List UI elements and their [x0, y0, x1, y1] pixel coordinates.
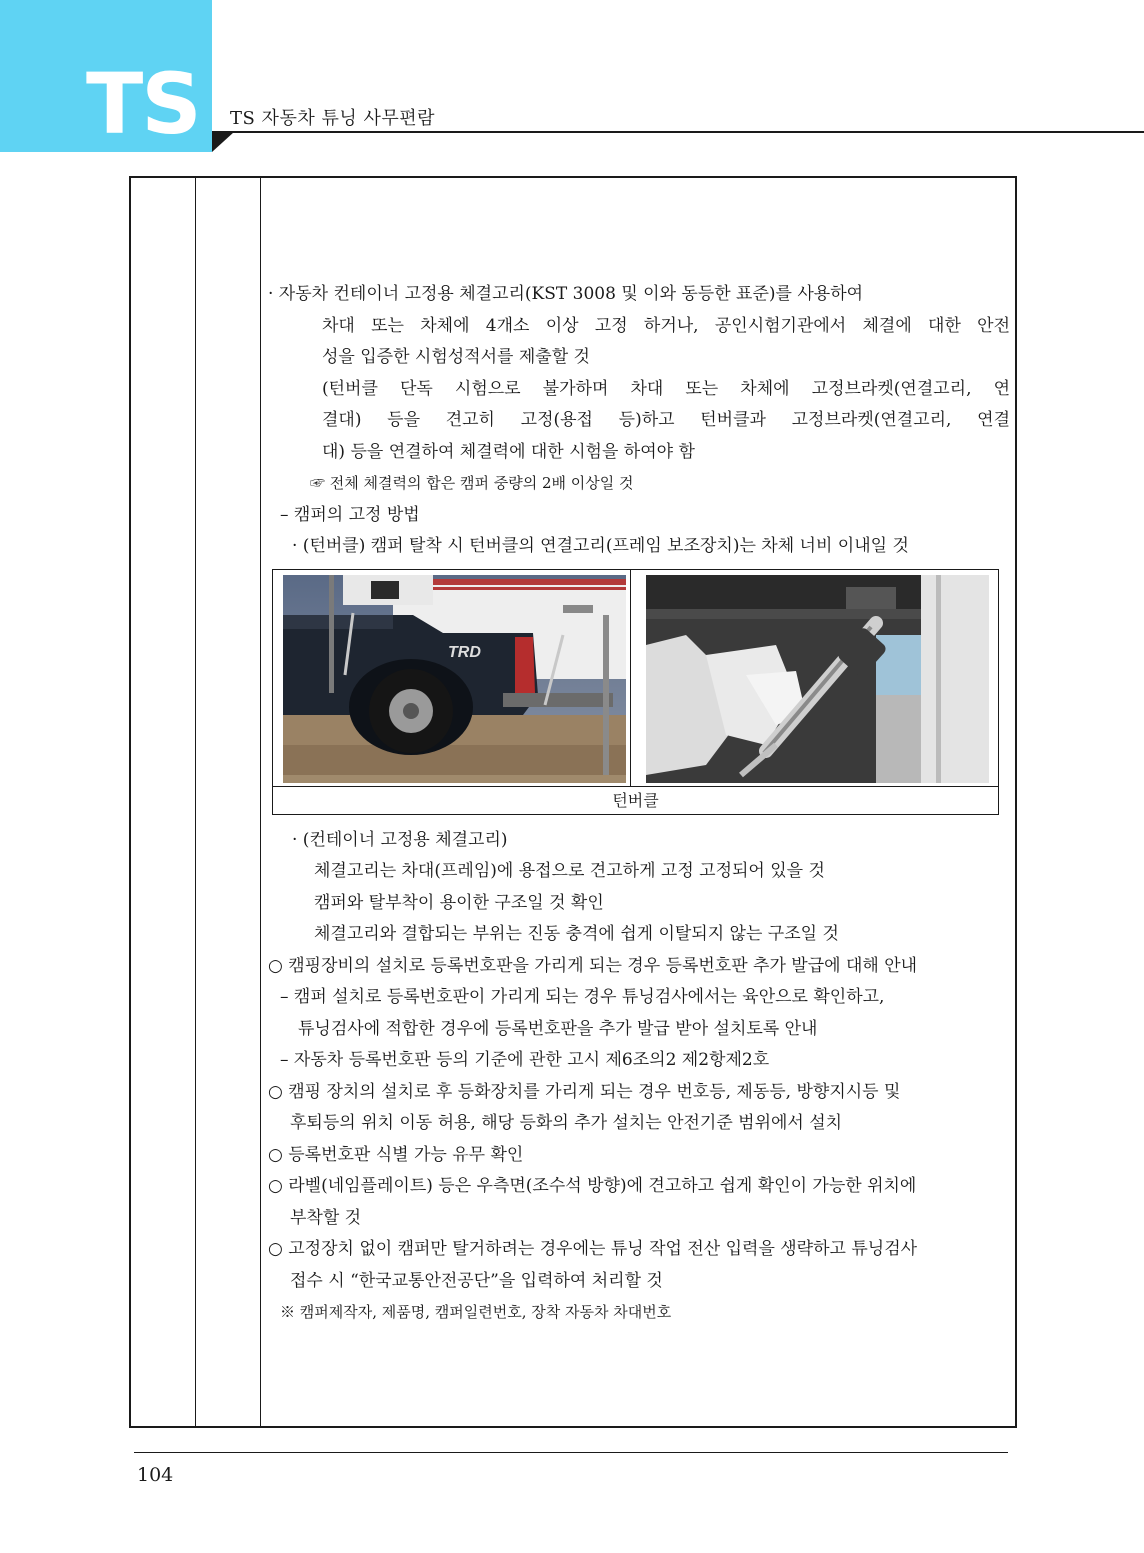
body-line: ○ 캠핑 장치의 설치로 후 등화장치를 가리게 되는 경우 번호등, 제동등, 방향지시등 및: [268, 1081, 901, 1102]
page-header-title: TS 자동차 튜닝 사무편람: [230, 108, 435, 129]
body-line: 접수 시 “한국교통안전공단”을 입력하여 처리할 것: [290, 1270, 663, 1291]
turnbuckle-closeup-photo: [646, 575, 989, 783]
photo-divider: [630, 570, 631, 786]
body-line: ○ 등록번호판 식별 가능 유무 확인: [268, 1144, 524, 1165]
body-line: ○ 고정장치 없이 캠퍼만 탈거하려는 경우에는 튜닝 작업 전산 입력을 생략하고 튜닝검사: [268, 1239, 918, 1259]
turnbuckle-figure: [272, 569, 999, 815]
body-line: 튜닝검사에 적합한 경우에 등록번호판을 추가 발급 받아 설치토록 안내: [298, 1018, 818, 1039]
header-rule: [212, 131, 1144, 133]
body-line: 결대) 등을 견고히 고정(용접 등)하고 턴버클과 고정브라켓(연결고리, 연결: [322, 410, 1010, 430]
truck-camper-photo: [283, 575, 626, 783]
body-line: ○ 라벨(네임플레이트) 등은 우측면(조수석 방향)에 견고하고 쉽게 확인이 가능한 위치에: [268, 1176, 917, 1196]
body-line: (턴버클 단독 시험으로 불가하며 차대 또는 차체에 고정브라켓(연결고리, 연: [322, 378, 1010, 399]
footer-rule: [134, 1452, 1008, 1453]
body-line: 성을 입증한 시험성적서를 제출할 것: [322, 347, 590, 367]
body-line: 차대 또는 차체에 4개소 이상 고정 하거나, 공인시험기관에서 체결에 대한 안전: [322, 315, 1010, 336]
body-line: – 자동차 등록번호판 등의 기준에 관한 고시 제6조의2 제2항제2호: [280, 1050, 770, 1070]
body-text-top: [268, 279, 1010, 563]
body-line: · 자동차 컨테이너 고정용 체결고리(KST 3008 및 이와 동등한 표준)를 사용하여: [268, 284, 864, 304]
body-line: – 캠퍼의 고정 방법: [280, 504, 420, 525]
body-line: ☞ 전체 체결력의 합은 캠퍼 중량의 2배 이상일 것: [310, 474, 634, 492]
page-number: 104: [137, 1464, 174, 1486]
body-line: – 캠퍼 설치로 등록번호판이 가리게 되는 경우 튜닝검사에서는 육안으로 확인하고,: [280, 987, 885, 1007]
column-divider-2: [260, 178, 261, 1426]
body-content: [268, 279, 1010, 1329]
trd-badge-text: TRD: [448, 643, 481, 661]
figure-caption: 턴버클: [612, 790, 659, 810]
body-line: · (컨테이너 고정용 체결고리): [292, 829, 508, 850]
body-line: 후퇴등의 위치 이동 허용, 해당 등화의 추가 설치는 안전기준 범위에서 설치: [290, 1113, 843, 1133]
body-line: 부착할 것: [290, 1207, 362, 1228]
body-line: 체결고리와 결합되는 부위는 진동 충격에 쉽게 이탈되지 않는 구조일 것: [314, 924, 839, 944]
body-line: ※ 캠퍼제작자, 제품명, 캠퍼일련번호, 장착 자동차 차대번호: [280, 1303, 672, 1321]
body-line: 캠퍼와 탈부착이 용이한 구조일 것 확인: [314, 892, 604, 913]
body-line: 대) 등을 연결하여 체결력에 대한 시험을 하여야 함: [322, 441, 695, 462]
column-divider-1: [195, 178, 196, 1426]
body-line: · (턴버클) 캠퍼 탈착 시 턴버클의 연결고리(프레임 보조장치)는 차체 너비 이내일 것: [292, 536, 909, 556]
body-line: ○ 캠핑장비의 설치로 등록번호판을 가리게 되는 경우 등록번호판 추가 발급에 대해 안내: [268, 955, 918, 976]
ts-logo: TS: [86, 55, 200, 153]
body-line: 체결고리는 차대(프레임)에 용접으로 견고하게 고정 고정되어 있을 것: [314, 861, 825, 881]
logo-block: [0, 0, 212, 152]
logo-notch: [212, 132, 234, 152]
body-text-bottom: [268, 825, 1010, 1329]
